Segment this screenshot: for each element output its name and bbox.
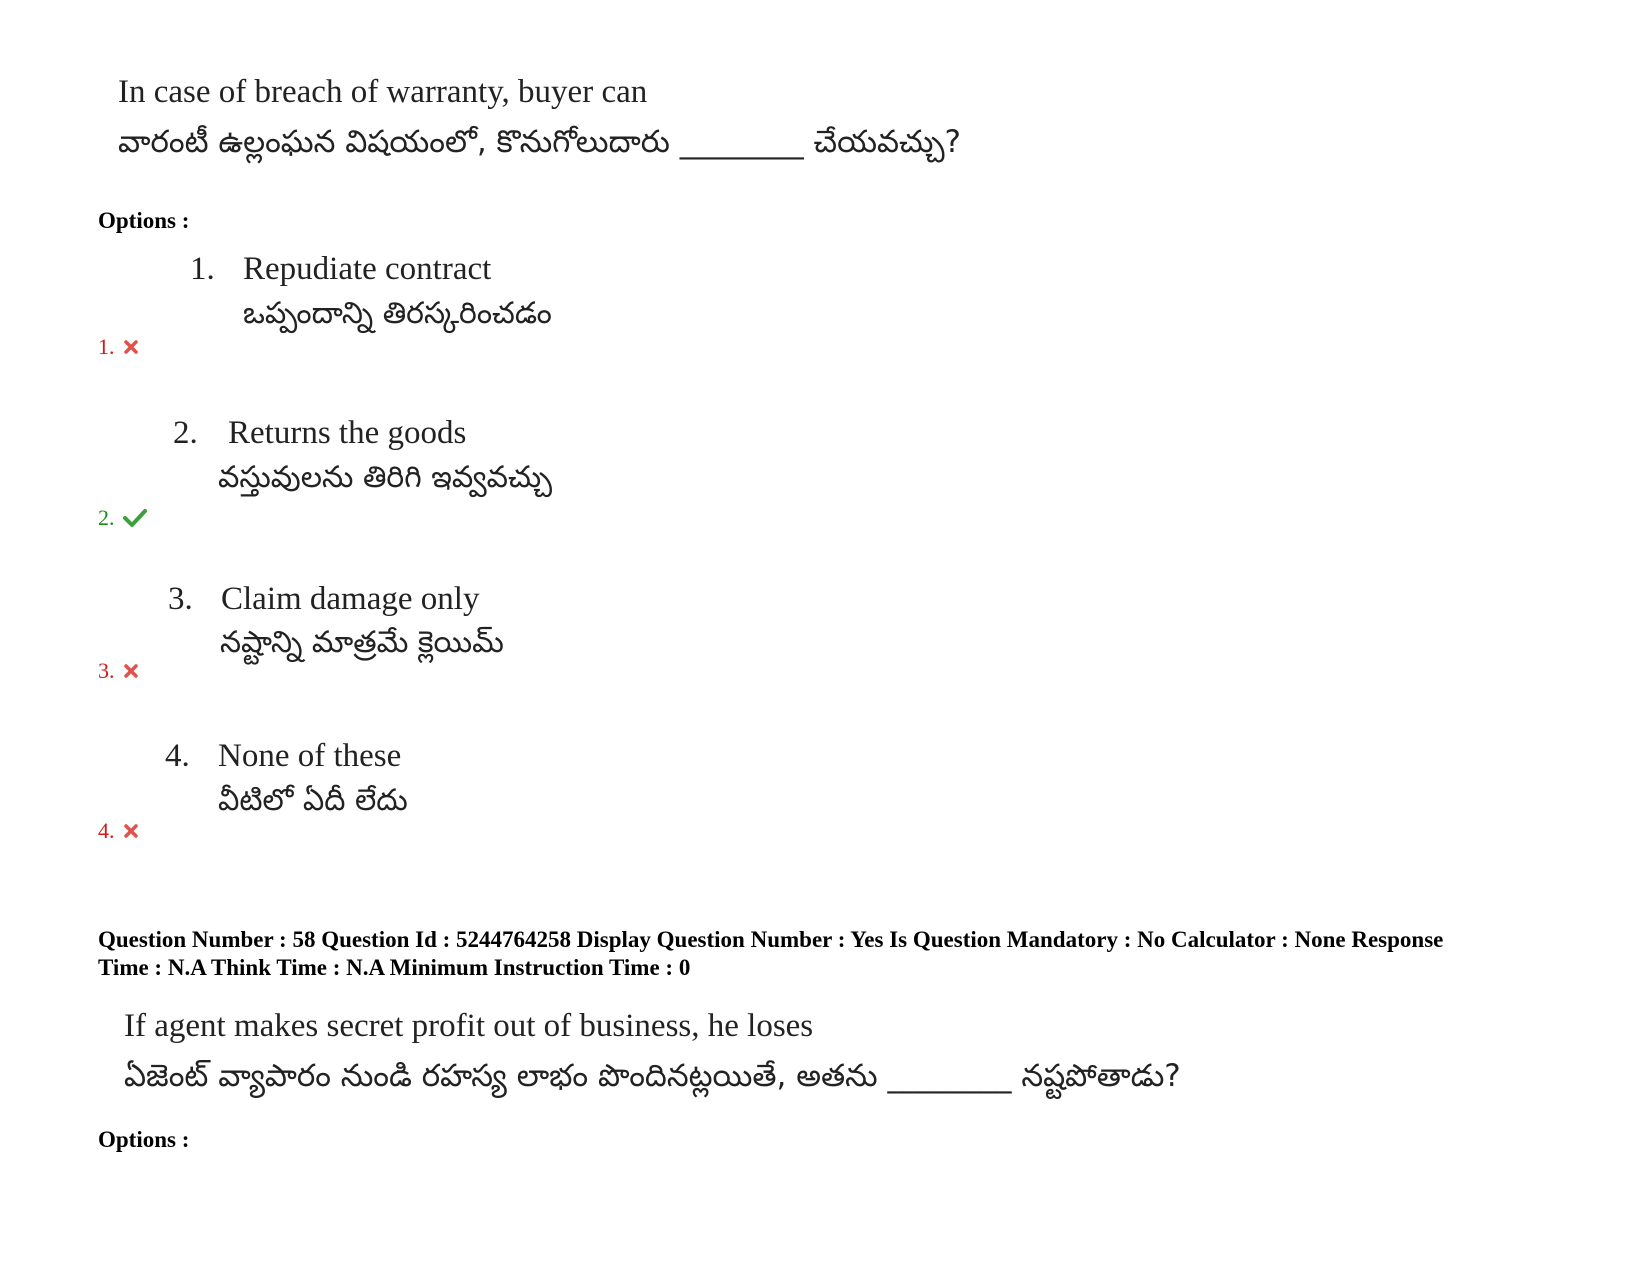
next-question-text-te: ఏజెంట్ వ్యాపారం నుండి రహస్య లాభం పొందినట్లయితే, అతను ________ నష్టపోతాడు?: [124, 1058, 1181, 1094]
cross-icon: [123, 823, 139, 839]
question-text-te: వారంటీ ఉల్లంఘన విషయంలో, కొనుగోలుదారు ________ చేయవచ్చు?: [118, 124, 961, 160]
option-3-text-en[interactable]: Claim damage only: [221, 581, 480, 617]
option-3-number: 3.: [168, 581, 193, 617]
question-meta-line-1: Question Number : 58 Question Id : 5244764258 Display Question Number : Yes Is Question Mandatory : No Calculator : None Response: [98, 927, 1444, 952]
option-2-marker-label: 2.: [98, 505, 115, 530]
options-label-2: Options :: [98, 1127, 190, 1152]
next-question-text-en: If agent makes secret profit out of business, he loses: [124, 1008, 814, 1044]
option-1-marker-label: 1.: [98, 334, 115, 359]
option-1-number: 1.: [190, 251, 215, 287]
option-4-text-en[interactable]: None of these: [218, 738, 402, 774]
option-3-marker: [98, 658, 139, 684]
option-4-text-te[interactable]: వీటిలో ఏదీ లేదు: [218, 783, 408, 818]
question-meta-line-2: Time : N.A Think Time : N.A Minimum Instruction Time : 0: [98, 955, 691, 980]
question-text-en: In case of breach of warranty, buyer can: [118, 74, 648, 110]
option-2-text-te[interactable]: వస్తువులను తిరిగి ఇవ్వవచ్చు: [218, 460, 553, 495]
option-4-number: 4.: [165, 738, 190, 774]
option-3-text-te[interactable]: నష్టాన్ని మాత్రమే క్లెయిమ్: [220, 625, 504, 660]
option-2-number: 2.: [173, 415, 198, 451]
option-2-text-en[interactable]: Returns the goods: [228, 415, 467, 451]
question-meta: [98, 926, 1598, 982]
option-1-text-te[interactable]: ఒప్పందాన్ని తిరస్కరించడం: [243, 296, 552, 331]
option-4-marker-label: 4.: [98, 818, 115, 843]
option-1-text-en[interactable]: Repudiate contract: [243, 251, 492, 287]
cross-icon: [123, 663, 139, 679]
cross-icon: [123, 339, 139, 355]
option-4-marker: [98, 818, 139, 844]
options-label: Options :: [98, 208, 190, 233]
option-2-marker: [98, 505, 147, 531]
option-3-marker-label: 3.: [98, 658, 115, 683]
check-icon: [123, 508, 147, 528]
option-1-marker: [98, 334, 139, 360]
